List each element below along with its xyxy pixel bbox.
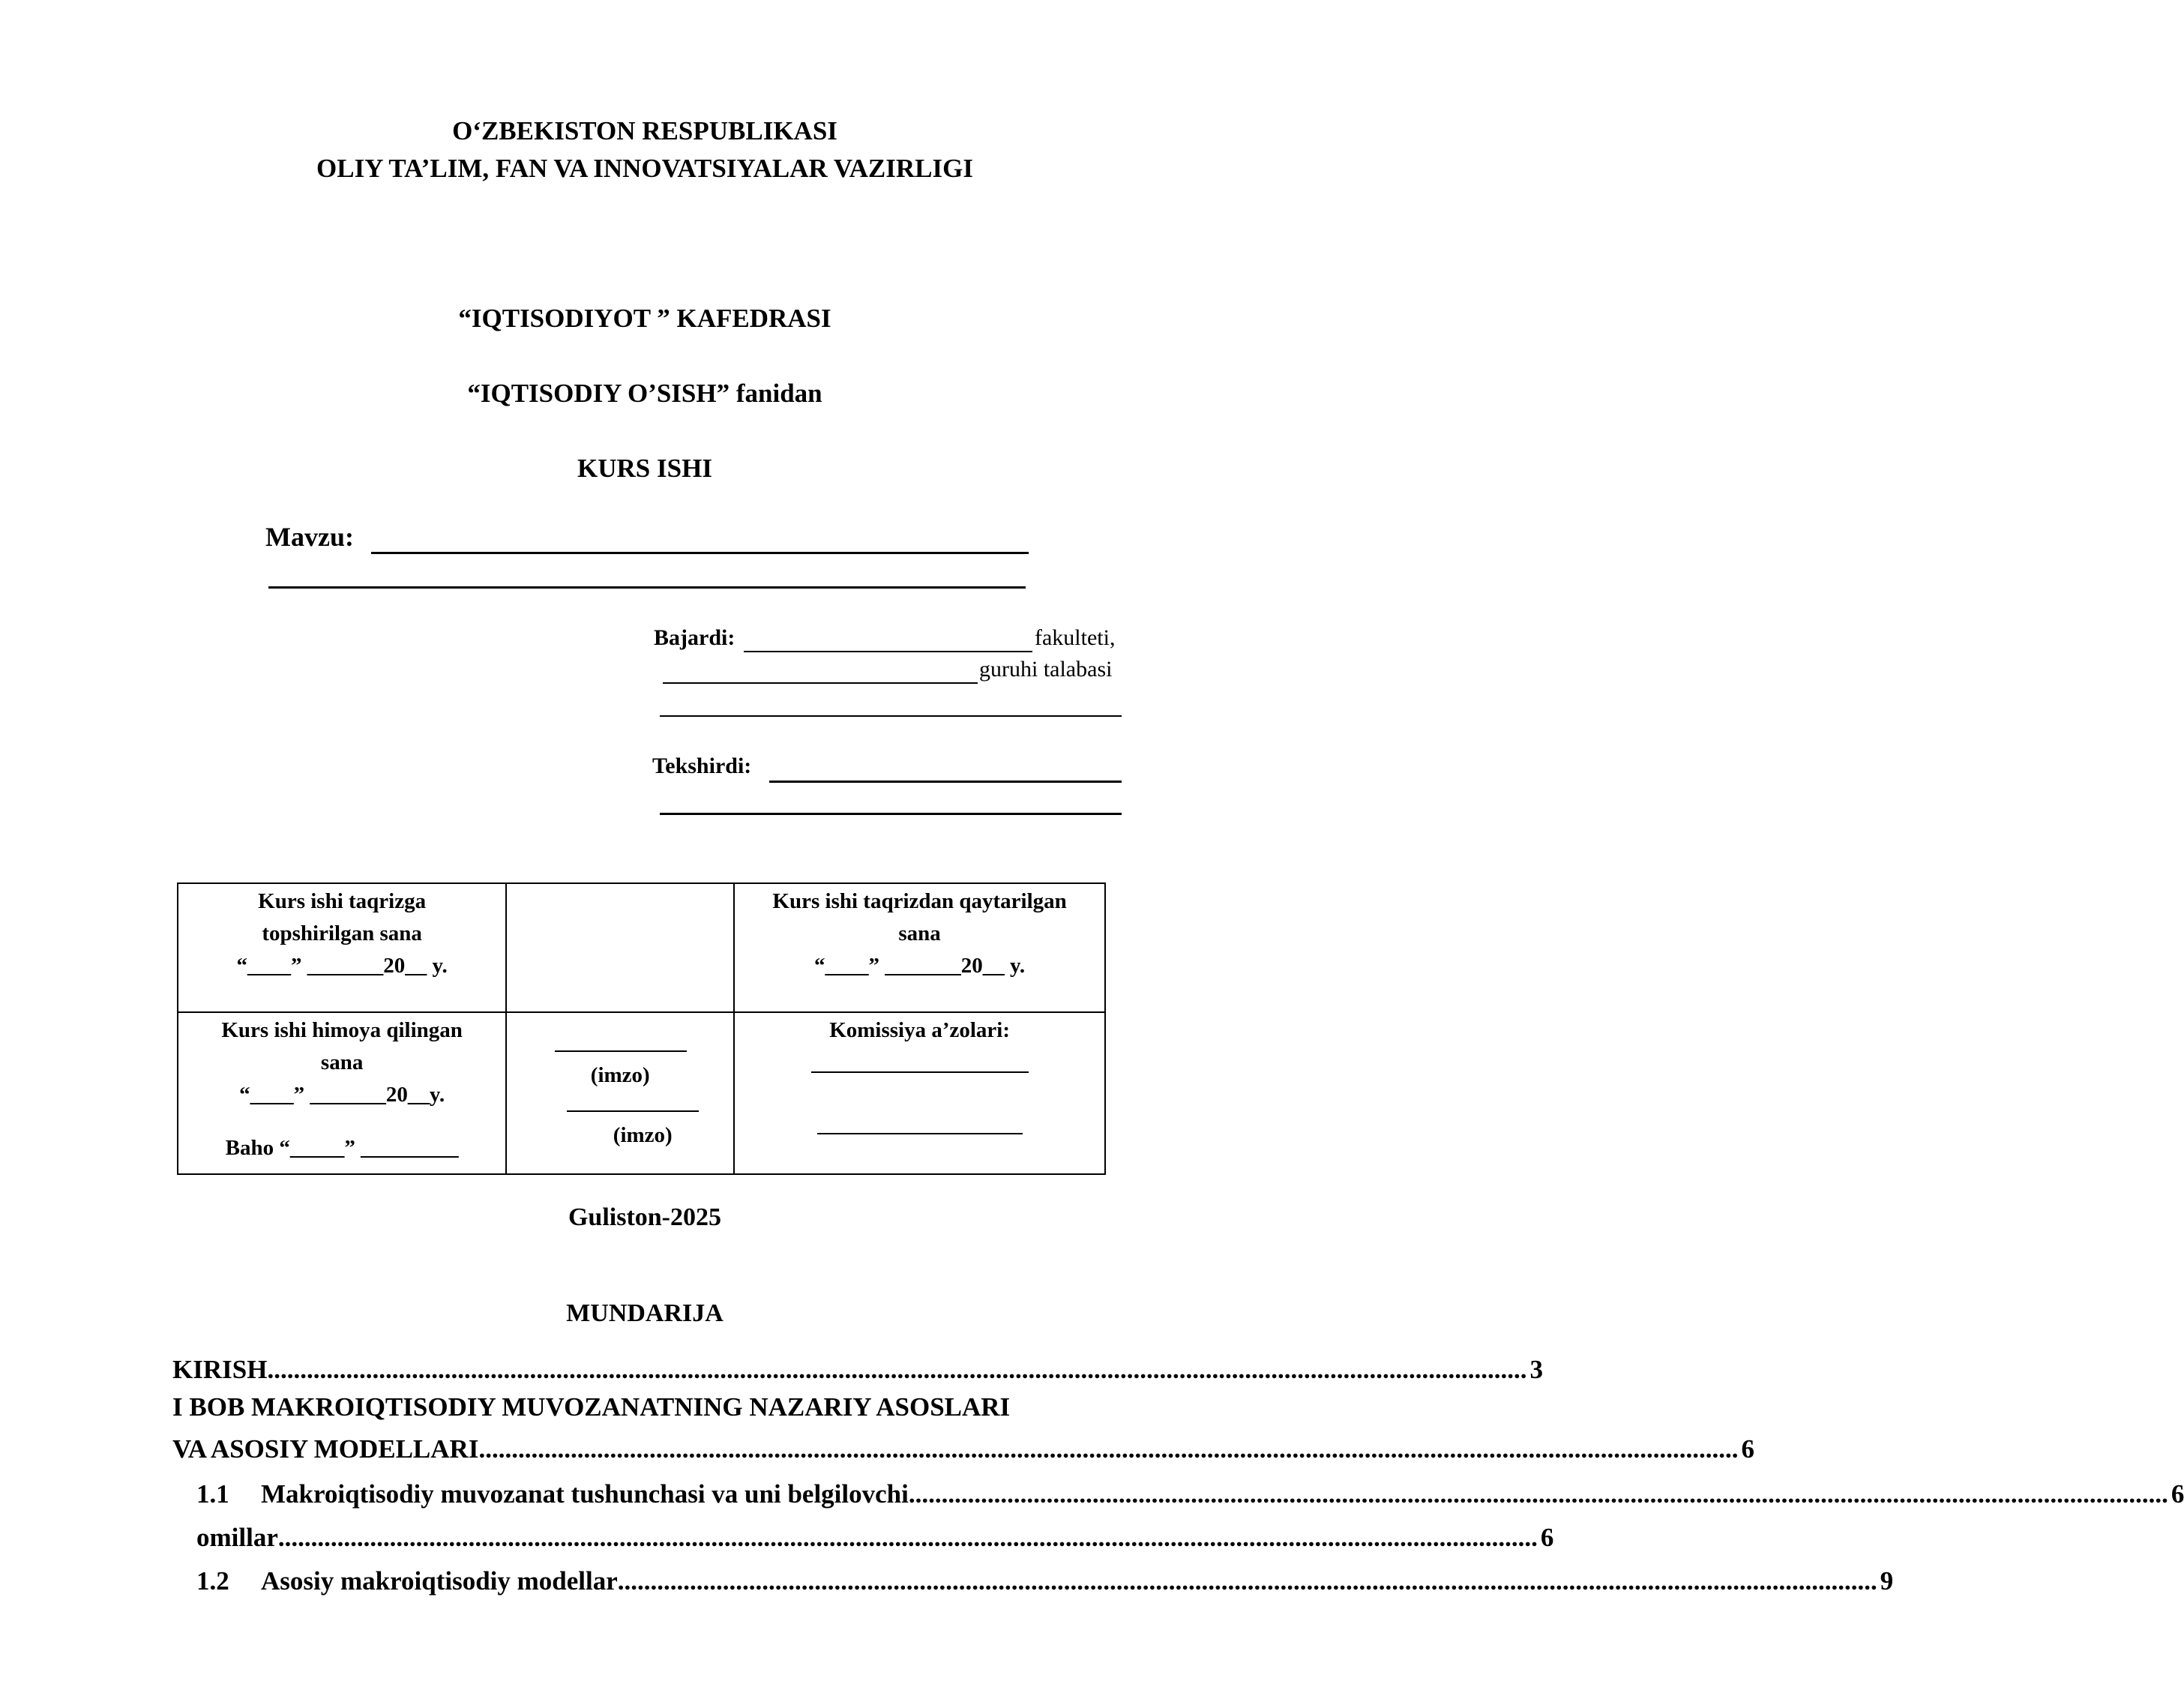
checker-label: Tekshirdi:	[652, 754, 752, 778]
topic-line-2	[268, 562, 1026, 589]
subject-title: “IQTISODIY O’SISH” fanidan	[467, 379, 822, 408]
toc-dot-leader: ................................................................................................................................................................................................	[617, 1566, 1877, 1596]
returned-date: “____” _______20__ y.	[814, 954, 1026, 978]
checker-line-1	[769, 754, 1122, 783]
group-suffix: guruhi talabasi	[979, 657, 1113, 682]
signature-label-1: (imzo)	[590, 1063, 650, 1087]
signature-cell	[506, 1012, 734, 1174]
commission-line-1	[811, 1071, 1029, 1073]
commission-cell	[734, 1012, 1105, 1174]
city-year: Guliston-2025	[568, 1203, 722, 1231]
toc-entry-page: 9	[1880, 1566, 1894, 1596]
signature-label-2: (imzo)	[613, 1123, 673, 1147]
student-name-line	[660, 690, 1122, 717]
toc-entry-omillar[interactable]	[172, 1512, 1554, 1553]
toc-entry-page: 6	[2171, 1479, 2184, 1509]
returned-line2: sana	[898, 921, 941, 945]
toc-entry-intro[interactable]	[172, 1346, 1543, 1385]
signature-line-2	[567, 1110, 699, 1112]
review-table	[177, 882, 1106, 1175]
defended-cell	[178, 1012, 506, 1174]
toc-entry-page: 3	[1529, 1355, 1543, 1384]
toc-entry-label: Makroiqtisodiy muvozanat tushunchasi va uni belgilovchi	[261, 1479, 909, 1509]
submitted-line2: topshirilgan sana	[262, 921, 422, 945]
checker-line-2	[660, 789, 1122, 815]
toc-entry-number: 1.1	[196, 1479, 229, 1509]
department-title: “IQTISODIYOT ” KAFEDRASI	[458, 304, 831, 333]
topic-label: Mavzu:	[265, 522, 354, 552]
toc-entry-label: VA ASOSIY MODELLARI	[172, 1434, 479, 1464]
defended-line1: Kurs ishi himoya qilingan	[221, 1018, 463, 1042]
performer-label: Bajardi:	[654, 625, 735, 650]
toc-entry-page: 6	[1540, 1523, 1554, 1552]
toc-entry-1-2[interactable]	[172, 1556, 1894, 1596]
toc-dot-leader: ................................................................................................................................................................................................	[267, 1355, 1527, 1384]
faculty-line	[744, 625, 1032, 652]
middle-empty-cell	[506, 883, 734, 1012]
work-type-title: KURS ISHI	[577, 454, 712, 483]
toc-entry-label: Asosiy makroiqtisodiy modellar	[261, 1566, 618, 1596]
returned-cell	[734, 883, 1105, 1012]
toc-entry-label: omillar	[196, 1523, 278, 1552]
toc-list	[172, 1346, 2184, 1596]
toc-dot-leader: ................................................................................................................................................................................................	[908, 1479, 2168, 1509]
toc-entry-label: KIRISH	[172, 1355, 268, 1384]
submitted-date: “____” _______20__ y.	[236, 954, 448, 978]
toc-entry-1-1[interactable]	[172, 1469, 2184, 1509]
toc-entry-chapter1-line1[interactable]: I BOB MAKROIQTISODIY MUVOZANATNING NAZARIY ASOSLARI	[172, 1392, 1011, 1422]
commission-label: Komissiya a’zolari:	[829, 1018, 1011, 1042]
ministry-country: O‘ZBEKISTON RESPUBLIKASI	[452, 116, 837, 145]
returned-line1: Kurs ishi taqrizdan qaytarilgan	[772, 889, 1067, 913]
topic-line-1	[371, 525, 1029, 554]
signature-line-1	[555, 1050, 687, 1052]
toc-entry-page: 6	[1741, 1434, 1754, 1464]
commission-line-2	[817, 1133, 1023, 1134]
toc-dot-leader: ................................................................................................................................................................................................	[478, 1434, 1739, 1464]
submitted-line1: Kurs ishi taqrizga	[258, 889, 427, 913]
faculty-suffix: fakulteti,	[1035, 625, 1116, 650]
ministry-name: OLIY TA’LIM, FAN VA INNOVATSIYALAR VAZIRLIGI	[316, 154, 973, 183]
submitted-cell	[178, 883, 506, 1012]
defended-date: “____” _______20__y.	[239, 1083, 445, 1107]
toc-dot-leader: ................................................................................................................................................................................................	[277, 1523, 1538, 1552]
defended-line2: sana	[320, 1050, 364, 1074]
toc-entry-chapter1[interactable]	[172, 1425, 1754, 1464]
grade-line: Baho “_____” _________	[225, 1136, 459, 1160]
toc-entry-number: 1.2	[196, 1566, 229, 1596]
toc-title: MUNDARIJA	[566, 1299, 724, 1327]
group-line	[663, 657, 978, 684]
